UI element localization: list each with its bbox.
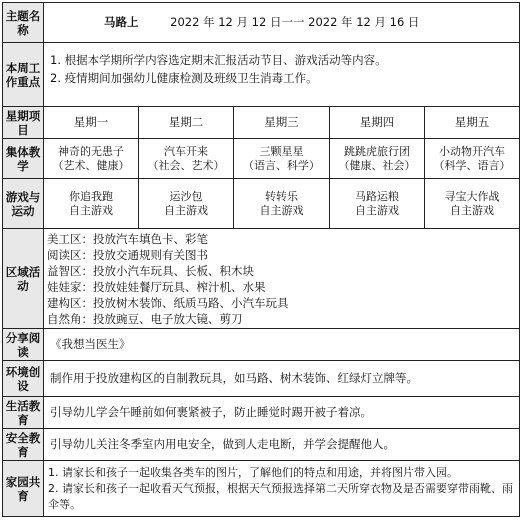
weekday-row [3,107,520,139]
teaching-cell [234,139,330,179]
area-activities-label: 区域活动 [3,229,44,329]
family-item: 2. 请家长和孩子一起收看天气预报，根据天气预报选择第二天所穿衣物及是否需要穿带雨靴、雨伞等。 [48,481,513,511]
game-type: 自主游戏 [69,203,113,217]
teaching-title: 汽车开来 [164,144,208,158]
topic-cell [44,3,520,43]
day-monday: 星期一 [44,107,139,139]
weekly-focus-content [44,43,520,107]
topic-date-range: 2022 年 12 月 12 日一一 2022 年 12 月 16 日 [170,15,420,29]
teaching-domain: （艺术、健康） [52,158,130,172]
family-education-content [44,461,520,517]
teaching-title: 三颗星星 [259,144,304,158]
family-education-label: 家园共育 [3,461,44,517]
life-education-label: 生活教育 [3,397,44,429]
safety-education-text: 引导幼儿关注冬季室内用电安全，做到人走电断，并学会提醒他人。 [44,429,520,461]
area-item: 益智区：投放小汽车玩具、长板、积木块 [47,263,254,278]
shared-reading-row [3,329,520,361]
game-cell [425,179,520,229]
teaching-domain: （社会、艺术） [147,158,225,172]
game-title: 你追我跑 [69,189,113,203]
teaching-cell [44,139,139,179]
game-title: 转转乐 [265,189,298,203]
teaching-title: 小动物开汽车 [439,144,506,158]
safety-education-label: 安全教育 [3,429,44,461]
area-item: 美工区：投放汽车填色卡、彩笔 [47,231,208,246]
day-thursday: 星期四 [330,107,425,139]
game-cell [139,179,234,229]
teaching-title: 神奇的无患子 [58,144,124,158]
area-activities-content [44,229,520,329]
teaching-cell [425,139,520,179]
family-education-row [3,461,520,517]
environment-text: 制作用于投放建构区的自制教玩具，如马路、树木装饰、红绿灯立牌等。 [44,361,520,397]
area-activities-row [3,229,520,329]
teaching-title: 跳跳虎旅行团 [344,144,410,158]
area-item: 阅读区：投放交通规则有关图书 [47,247,208,262]
teaching-cell [330,139,425,179]
game-cell [44,179,139,229]
game-type: 自主游戏 [259,203,304,217]
weekly-focus-item: 1. 根据本学期所学内容选定期末汇报活动节目、游戏活动等内容。 [50,53,387,67]
game-type: 自主游戏 [450,203,495,217]
teaching-domain: （语言、科学） [243,158,320,172]
weekday-label: 星期项目 [3,107,44,139]
topic-label: 主题名称 [3,3,44,43]
games-row [3,179,520,229]
game-type: 自主游戏 [355,203,399,217]
life-education-row [3,397,520,429]
topic-row [3,3,520,43]
teaching-domain: （健康、社会） [338,158,416,172]
game-title: 寻宝大作战 [444,189,500,203]
area-item: 自然角：投放豌豆、电子放大镜、剪刀 [47,311,243,326]
shared-reading-text: 《我想当医生》 [44,329,520,361]
family-item: 1. 请家长和孩子一起收集各类车的图片，了解他们的特点和用途，并将图片带入园。 [48,465,458,479]
environment-label: 环境创设 [3,361,44,397]
game-cell [330,179,425,229]
area-item: 建构区：投放树木装饰、纸质马路、小汽车玩具 [47,295,289,310]
shared-reading-label: 分享阅读 [3,329,44,361]
game-title: 马路运粮 [355,189,399,203]
games-label: 游戏与运动 [3,179,44,229]
game-cell [234,179,330,229]
teaching-cell [139,139,234,179]
weekly-focus-label: 本周工作重点 [3,43,44,107]
topic-name: 马路上 [104,15,139,29]
game-type: 自主游戏 [164,203,208,217]
day-wednesday: 星期三 [234,107,330,139]
group-teaching-label: 集体教学 [3,139,44,179]
weekly-focus-item: 2. 疫情期间加强幼儿健康检测及班级卫生消毒工作。 [50,71,318,85]
life-education-text: 引导幼儿学会午睡前如何裹紧被子，防止睡觉时踢开被子着凉。 [44,397,520,429]
group-teaching-row [3,139,520,179]
environment-row [3,361,520,397]
safety-education-row [3,429,520,461]
weekly-focus-row [3,43,520,107]
area-item: 娃娃家：投放娃娃餐厅玩具、榨汁机、水果 [47,279,266,294]
teaching-domain: （科学、语言） [433,158,511,172]
weekly-plan-table [2,2,520,517]
day-friday: 星期五 [425,107,520,139]
game-title: 运沙包 [169,189,203,203]
day-tuesday: 星期二 [139,107,234,139]
